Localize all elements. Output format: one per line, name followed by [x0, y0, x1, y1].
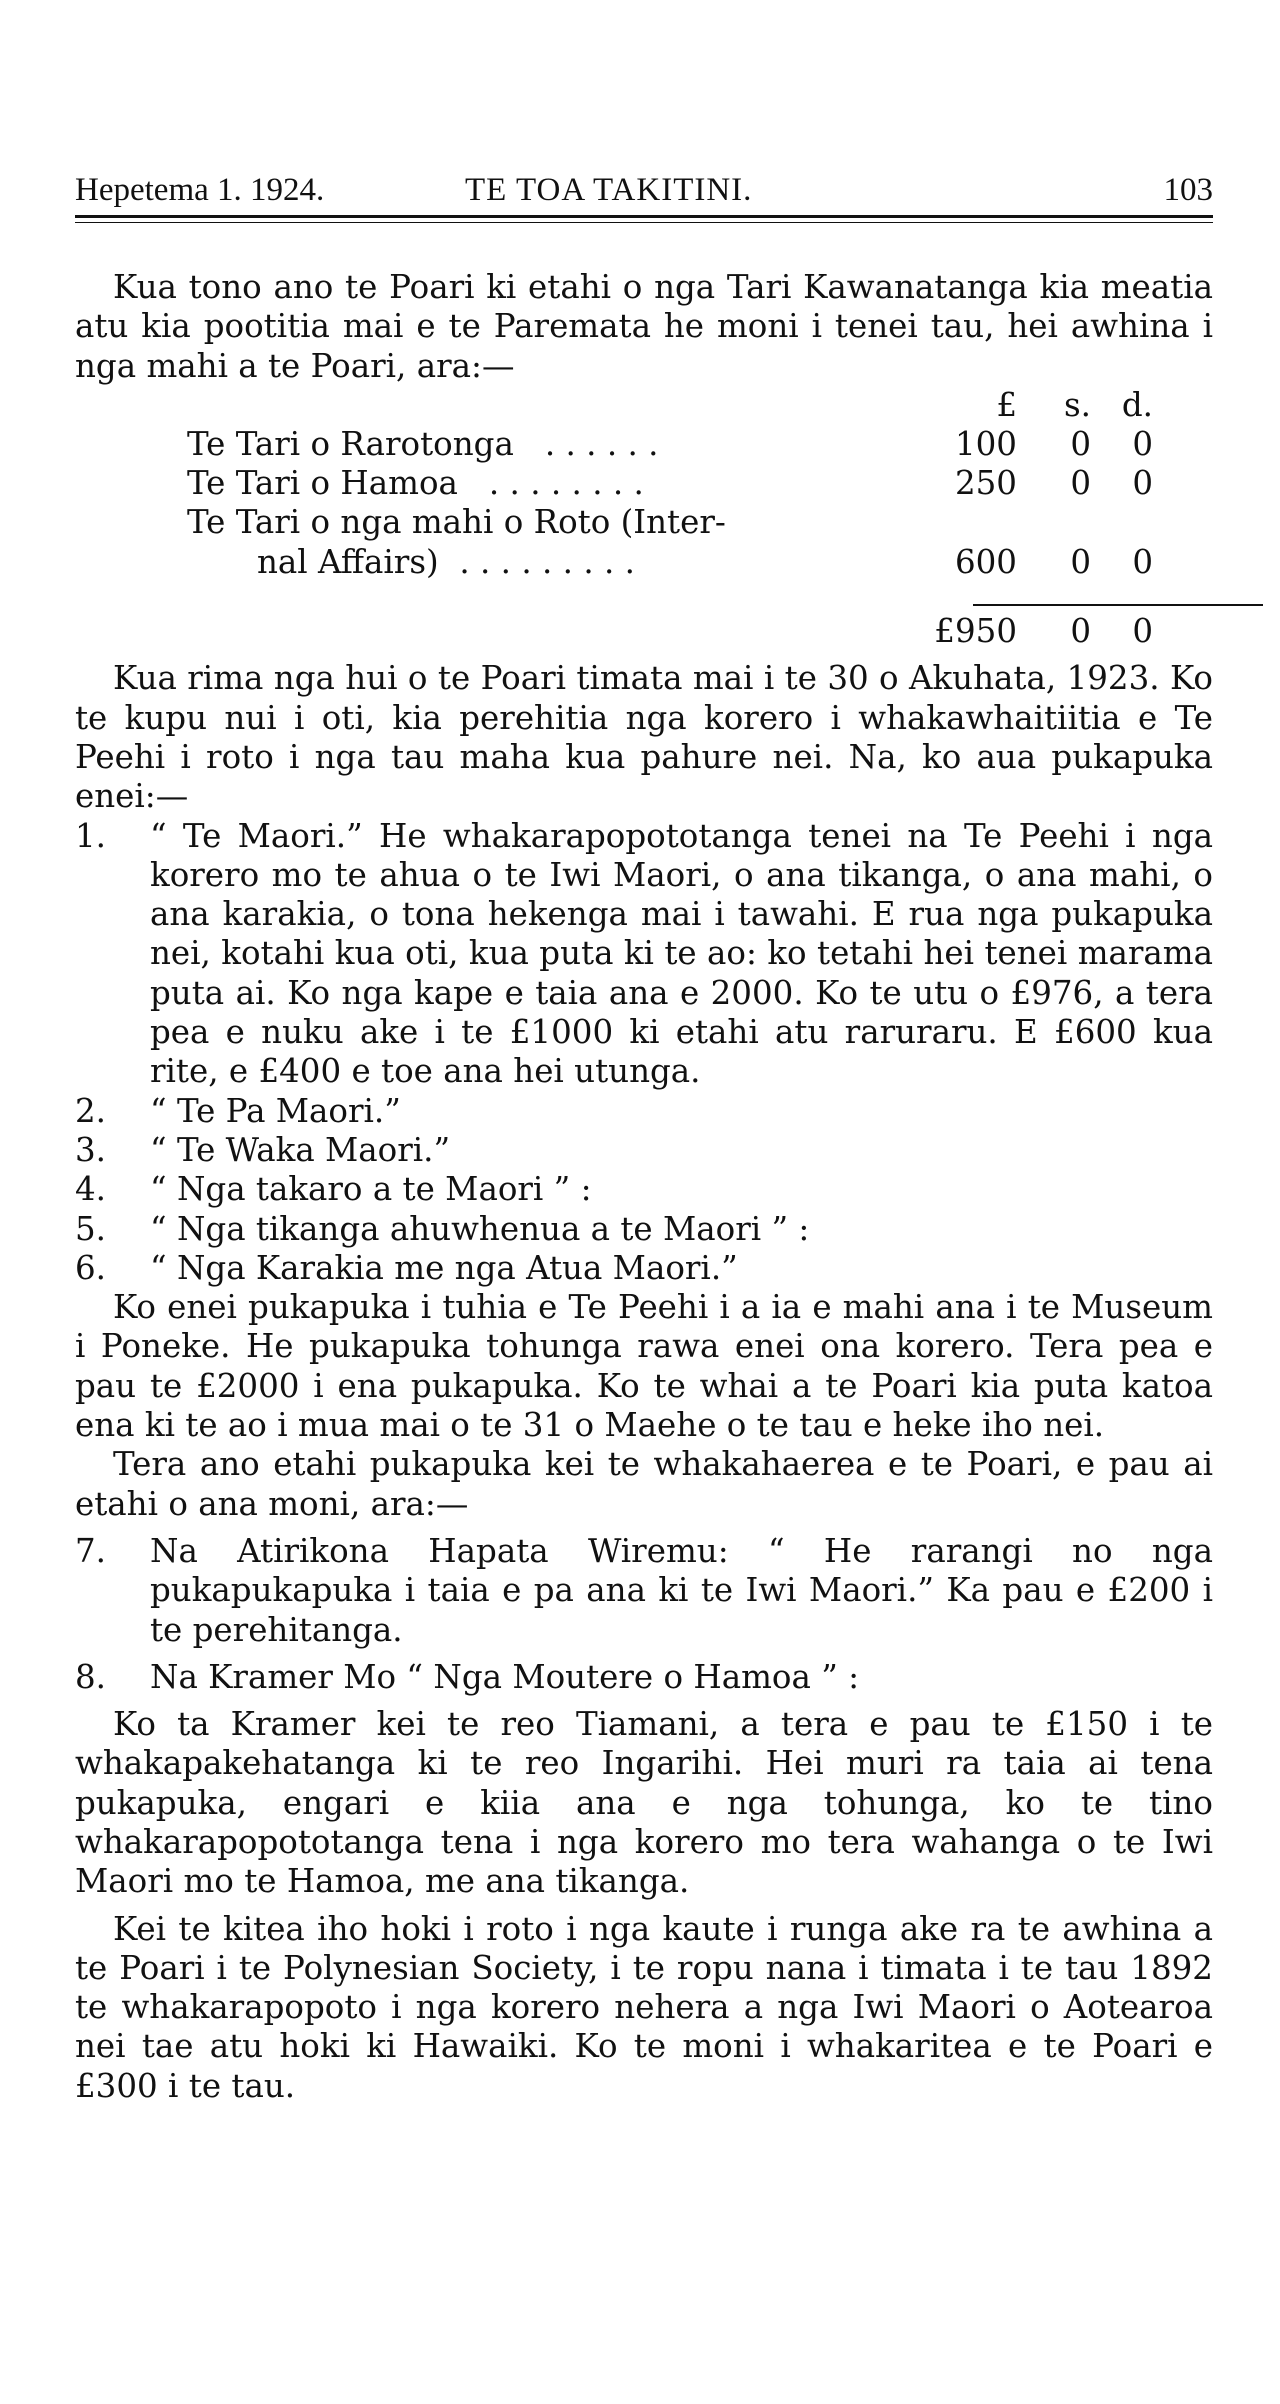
running-header [75, 172, 1213, 209]
row-pounds: 100 [954, 424, 1017, 463]
list-text: “ Te Maori.” He whakarapopototanga tenei na Te Peehi i nga korero mo te ahua o te Iwi Maori, o ana tikanga, o ana mahi, o ana karakia, o tona hekenga mai i tawahi. E rua nga pukapuka nei, kotahi kua oti, kua puta ki te ao: ko tetahi hei tenei marama puta ai. Ko nga kape e taia ana e 2000. Ko te utu o £976, a tera pea e nuku ake i te £1000 ki etahi atu raruraru. E £600 kua rite, e £400 e toe ana hei utunga. [150, 816, 1213, 1091]
row-shillings: 0 [1070, 542, 1091, 581]
total-rule [973, 604, 1263, 606]
leader-dots: . . . . . . . . . [459, 542, 635, 581]
other-books-paragraph: Tera ano etahi pukapuka kei te whakahaerea e te Poari, e pau ai etahi o ana moni, ara:— [75, 1445, 1213, 1523]
header-date: Hepetema 1. 1924. [75, 172, 325, 208]
money-table [187, 386, 1153, 651]
leader-dots: . . . . . . . . [488, 464, 644, 503]
museum-paragraph: Ko enei pukapuka i tuhia e Te Peehi i a ia e mahi ana i te Museum i Poneke. He pukapuka tohunga rawa enei ona korero. Tera pea e pau te £2000 i ena pukapuka. Ko te whai a te Poari kia puta katoa ena ki te ao i mua mai o te 31 o Maehe o te tau e heke iho nei. [75, 1288, 1213, 1445]
list-text: “ Te Waka Maori.” [150, 1130, 451, 1169]
money-row-hamoa [187, 464, 1153, 503]
page-number: 103 [1163, 172, 1213, 208]
list-text: “ Nga Karakia me nga Atua Maori.” [150, 1248, 738, 1287]
list-item [75, 1249, 1213, 1288]
row-label: Te Tari o Hamoa [187, 464, 458, 503]
row-pounds: 600 [954, 542, 1017, 581]
list-number: 1. [75, 816, 107, 855]
list-item [75, 817, 1213, 1092]
kramer-paragraph: Ko ta Kramer kei te reo Tiamani, a tera e pau te £150 i te whakapakehatanga ki te reo Ingarihi. Hei muri ra taia ai tena pukapuka, engari e kiia ana e nga tohunga, ko te tino whakarapopototanga tena i nga korero mo tera wahanga o te Iwi Maori mo te Hamoa, me ana tikanga. [75, 1705, 1213, 1901]
list-number: 4. [75, 1170, 107, 1209]
row-label: Te Tari o Rarotonga [187, 424, 514, 463]
journal-title: TE TOA TAKITINI. [465, 172, 753, 208]
list-item [75, 1532, 1213, 1650]
list-item [75, 1131, 1213, 1170]
intro-paragraph: Kua tono ano te Poari ki etahi o nga Tari Kawanatanga kia meatia atu kia pootitia mai e te Paremata he moni i tenei tau, hei awhina i nga mahi a te Poari, ara:— [75, 268, 1213, 385]
row-pounds: 250 [954, 464, 1017, 503]
row-label: Te Tari o nga mahi o Roto (Inter- [187, 503, 726, 542]
money-row-internal-affairs [187, 503, 1153, 542]
list-number: 2. [75, 1091, 107, 1130]
row-pence: 0 [1132, 542, 1153, 581]
publication-list [75, 817, 1213, 1289]
list-text: “ Nga tikanga ahuwhenua a te Maori ” : [150, 1209, 810, 1248]
total-pounds: £950 [934, 612, 1017, 651]
list-text: “ Te Pa Maori.” [150, 1091, 401, 1130]
polynesian-society-paragraph: Kei te kitea iho hoki i roto i nga kaute i runga ake ra te awhina a te Poari i te Polynesian Society, i te ropu nana i timata i te tau 1892 te whakarapopoto i nga korero nehera a nga Iwi Maori o Aotearoa nei tae atu hoki ki Hawaiki. Ko te moni i whakaritea e te Poari e £300 i te tau. [75, 1909, 1213, 2105]
list-item [75, 1170, 1213, 1209]
list-number: 8. [75, 1657, 107, 1696]
list-number: 6. [75, 1248, 107, 1287]
pence-column-header: d. [1121, 385, 1153, 424]
money-total-row [187, 612, 1153, 651]
list-item [75, 1092, 1213, 1131]
meetings-paragraph: Kua rima nga hui o te Poari timata mai i te 30 o Akuhata, 1923. Ko te kupu nui i oti, kia perehitia nga korero i whakawhaitiitia e Te Peehi i roto i nga tau maha kua pahure nei. Na, ko aua pukapuka enei:— [75, 659, 1213, 816]
shilling-column-header: s. [1063, 385, 1091, 424]
row-shillings: 0 [1070, 424, 1091, 463]
row-pence: 0 [1132, 464, 1153, 503]
total-shillings: 0 [1070, 612, 1091, 651]
list-item [75, 1210, 1213, 1249]
leader-dots: . . . . . . [544, 424, 659, 463]
money-row-internal-affairs-continued [187, 543, 1153, 582]
total-pence: 0 [1132, 612, 1153, 651]
list-text: “ Nga takaro a te Maori ” : [150, 1170, 592, 1209]
list-text: Na Atirikona Hapata Wiremu: “ He rarangi no nga pukapukapuka i taia e pa ana ki te Iwi Maori.” Ka pau e £200 i te perehitanga. [150, 1531, 1213, 1649]
row-label-continuation: nal Affairs) [257, 542, 439, 581]
other-books-list [75, 1532, 1213, 1697]
header-rule-thin [75, 222, 1213, 223]
pound-column-header: £ [996, 385, 1017, 424]
money-row-rarotonga [187, 425, 1153, 464]
money-table-header [187, 386, 1153, 425]
list-number: 3. [75, 1130, 107, 1169]
row-pence: 0 [1132, 424, 1153, 463]
list-text: Na Kramer Mo “ Nga Moutere o Hamoa ” : [150, 1657, 860, 1696]
list-item [75, 1658, 1213, 1697]
list-number: 5. [75, 1209, 107, 1248]
body-text [75, 268, 1213, 2106]
header-rule-thick [75, 215, 1213, 218]
row-shillings: 0 [1070, 464, 1091, 503]
list-number: 7. [75, 1531, 107, 1570]
